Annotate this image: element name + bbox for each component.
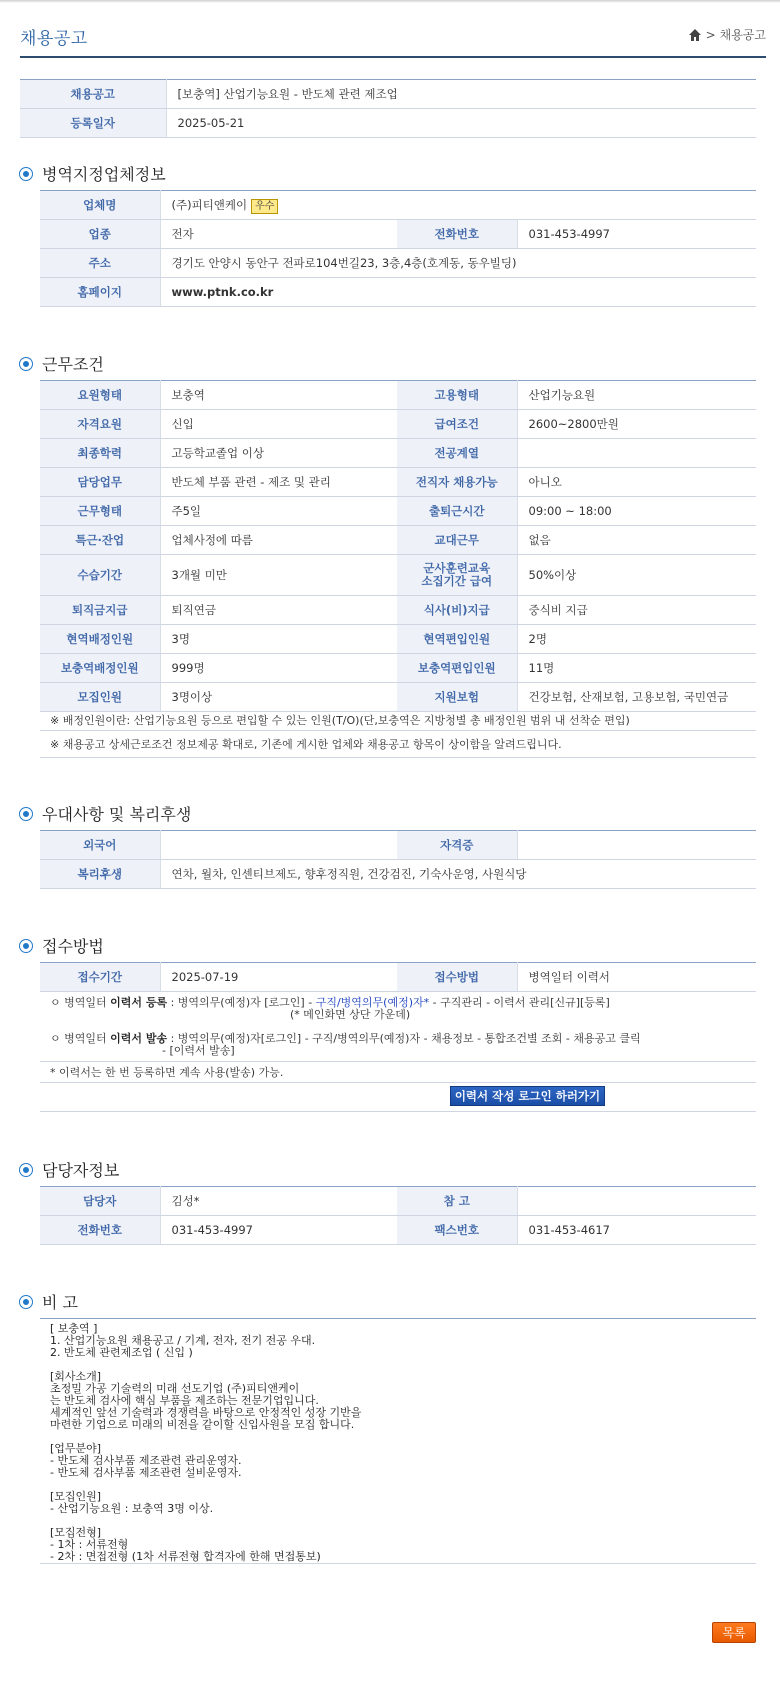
table-row — [40, 278, 756, 307]
condition-value: 없음 — [517, 526, 756, 555]
condition-value: 09:00 ~ 18:00 — [517, 497, 756, 526]
section-title-remarks — [20, 1290, 78, 1313]
table-row — [40, 410, 756, 439]
home-icon[interactable] — [688, 28, 702, 42]
table-row — [20, 109, 756, 138]
condition-label: 자격요원 — [40, 410, 160, 439]
excellence-badge: 우수 — [251, 199, 278, 214]
condition-value: 중식비 지급 — [517, 596, 756, 625]
summary-value: [보충역] 산업기능요원 - 반도체 관련 제조업 — [166, 80, 756, 109]
certificate-label: 자격증 — [397, 831, 517, 860]
fax-value: 031-453-4617 — [517, 1216, 756, 1245]
industry-label: 업종 — [40, 220, 160, 249]
company-name-label: 업체명 — [40, 191, 160, 220]
condition-value: 3명이상 — [160, 683, 397, 712]
resume-note: * 이력서는 한 번 등록하면 계속 사용(발송) 가능. — [40, 1061, 756, 1083]
table-row — [40, 439, 756, 468]
homepage-label: 홈페이지 — [40, 278, 160, 307]
register-sub: (* 메인화면 상단 가운데) — [290, 1008, 411, 1021]
condition-value: 고등학교졸업 이상 — [160, 439, 397, 468]
table-row — [40, 526, 756, 555]
condition-label: 전직자 채용가능 — [397, 468, 517, 497]
table-row — [40, 497, 756, 526]
welfare-value: 연차, 월차, 인센티브제도, 향후정직원, 건강검진, 기숙사운영, 사원식당 — [160, 860, 756, 889]
period-label: 접수기간 — [40, 963, 160, 992]
person-value: 김성* — [160, 1187, 397, 1216]
top-shadow — [0, 0, 780, 3]
bullet-icon — [20, 168, 32, 180]
bullet-icon — [20, 808, 32, 820]
condition-value: 산업기능요원 — [517, 381, 756, 410]
section-title-text: 접수방법 — [42, 937, 104, 956]
condition-label: 지원보험 — [397, 683, 517, 712]
address-label: 주소 — [40, 249, 160, 278]
bullet-icon — [20, 1296, 32, 1308]
period-value: 2025-07-19 — [160, 963, 397, 992]
breadcrumb-separator: > — [705, 27, 716, 42]
condition-value: 3명 — [160, 625, 397, 654]
condition-label: 요원형태 — [40, 381, 160, 410]
register-instruction: ㅇ 병역일터 이력서 등록 : 병역의무(예정)자 [로그인] - 구직/병역의무(예정)자* - 구직관리 - 이력서 관리[신규][등록] — [50, 996, 610, 1009]
table-row — [40, 220, 756, 249]
company-table — [40, 190, 756, 307]
contact-phone-label: 전화번호 — [40, 1216, 160, 1245]
contact-table — [40, 1186, 756, 1245]
section-title-text: 근무조건 — [42, 355, 104, 374]
condition-value: 퇴직연금 — [160, 596, 397, 625]
section-title-company — [20, 162, 166, 185]
condition-value: 2600~2800만원 — [517, 410, 756, 439]
summary-table — [20, 79, 756, 138]
apply-table — [40, 962, 756, 992]
table-row — [40, 468, 756, 497]
send-instruction: ㅇ 병역일터 이력서 발송 : 병역의무(예정)자[로그인] - 구직/병역의무(예정)자 - 채용정보 - 통합조건별 조회 - 채용공고 클릭 — [50, 1032, 641, 1045]
section-title-text: 비 고 — [42, 1293, 78, 1312]
table-row — [40, 625, 756, 654]
condition-label: 수습기간 — [40, 555, 160, 596]
condition-label: 담당업무 — [40, 468, 160, 497]
breadcrumb — [688, 26, 766, 43]
section-title-contact — [20, 1158, 119, 1181]
company-name-cell — [160, 191, 756, 220]
condition-label: 고용형태 — [397, 381, 517, 410]
condition-label: 급여조건 — [397, 410, 517, 439]
condition-value: 2명 — [517, 625, 756, 654]
person-label: 담당자 — [40, 1187, 160, 1216]
condition-value: 아니오 — [517, 468, 756, 497]
table-row — [40, 191, 756, 220]
method-label: 접수방법 — [397, 963, 517, 992]
condition-label: 퇴직금지급 — [40, 596, 160, 625]
table-row — [40, 1216, 756, 1245]
condition-label: 특근·잔업 — [40, 526, 160, 555]
industry-value: 전자 — [160, 220, 397, 249]
table-row — [20, 80, 756, 109]
condition-value: 건강보험, 산재보험, 고용보험, 국민연금 — [517, 683, 756, 712]
bullet-icon — [20, 940, 32, 952]
condition-label: 출퇴근시간 — [397, 497, 517, 526]
condition-label: 현역배정인원 — [40, 625, 160, 654]
condition-label: 군사훈련교육 소집기간 급여 — [397, 555, 517, 596]
section-title-apply — [20, 934, 104, 957]
section-title-benefits — [20, 802, 191, 825]
contact-phone-value: 031-453-4997 — [160, 1216, 397, 1245]
bullet-icon — [20, 358, 32, 370]
section-title-text: 우대사항 및 복리후생 — [42, 805, 192, 824]
info-note: ※ 채용공고 상세근로조건 정보제공 확대로, 기존에 게시한 업체와 채용공고 항목이 상이함을 알려드립니다. — [40, 731, 756, 758]
table-row — [40, 831, 756, 860]
table-row — [40, 1187, 756, 1216]
condition-label: 식사(비)지급 — [397, 596, 517, 625]
condition-value: 999명 — [160, 654, 397, 683]
condition-label: 교대근무 — [397, 526, 517, 555]
breadcrumb-current: 채용공고 — [719, 28, 766, 42]
send-sub: - [이력서 발송] — [162, 1044, 235, 1057]
condition-value: 11명 — [517, 654, 756, 683]
reference-label: 참 고 — [397, 1187, 517, 1216]
condition-value: 업체사정에 따름 — [160, 526, 397, 555]
condition-label: 최종학력 — [40, 439, 160, 468]
section-title-conditions — [20, 352, 104, 375]
job-seeker-link[interactable]: 구직/병역의무(예정)자* — [315, 996, 430, 1009]
condition-value: 50%이상 — [517, 555, 756, 596]
section-title-text: 병역지정업체정보 — [42, 165, 166, 184]
table-row — [40, 963, 756, 992]
language-value — [160, 831, 397, 860]
table-row — [40, 555, 756, 596]
summary-label: 채용공고 — [20, 80, 166, 109]
table-row — [40, 683, 756, 712]
fax-label: 팩스번호 — [397, 1216, 517, 1245]
table-row — [40, 596, 756, 625]
condition-label: 보충역배정인원 — [40, 654, 160, 683]
table-row — [40, 381, 756, 410]
language-label: 외국어 — [40, 831, 160, 860]
condition-label: 전공계열 — [397, 439, 517, 468]
table-row — [40, 654, 756, 683]
condition-label: 보충역편입인원 — [397, 654, 517, 683]
benefits-table — [40, 830, 756, 889]
summary-value: 2025-05-21 — [166, 109, 756, 138]
summary-label: 등록일자 — [20, 109, 166, 138]
address-value: 경기도 안양시 동안구 전파로104번길23, 3층,4층(호계동, 동우빌딩) — [160, 249, 756, 278]
remarks-text: [ 보충역 ] 1. 산업기능요원 채용공고 / 기계, 전자, 전기 전공 우대. 2. 반도체 관련제조업 ( 신입 ) [회사소개] 초정밀 가공 기술력의 미래 선도기업 (주)피티앤케이 는 반도체 검사에 핵심 부품을 제조하는 전문기업입니다. 세계적인 앞선 기술력과 경쟁력을 바탕으로 안정적인 성장 기반을 마련한 기업으로 미래의 비전을 같이할 신입사원을 모집 합니다. [업무분야] - 반도체 검사부품 제조관련 관리운영자. - 반도체 검사부품 제조관련 설비운영자. [모집인원] - 산업기능요원 : 보충역 3명 이상. [모집전형] - 1차 : 서류전형 - 2차 : 면접전형 (1차 서류전형 합격자에 한해 면접통보) — [40, 1318, 756, 1564]
login-button[interactable]: 이력서 작성 로그인 하러가기 — [450, 1086, 605, 1106]
condition-value: 주5일 — [160, 497, 397, 526]
conditions-table — [40, 380, 756, 712]
company-phone-value: 031-453-4997 — [517, 220, 756, 249]
method-value: 병역일터 이력서 — [517, 963, 756, 992]
condition-value: 3개월 미만 — [160, 555, 397, 596]
condition-label: 모집인원 — [40, 683, 160, 712]
condition-label: 근무형태 — [40, 497, 160, 526]
section-title-text: 담당자정보 — [42, 1161, 120, 1180]
reference-value — [517, 1187, 756, 1216]
condition-value: 반도체 부품 관련 - 제조 및 관리 — [160, 468, 397, 497]
list-button[interactable]: 목록 — [712, 1622, 756, 1643]
condition-value: 신입 — [160, 410, 397, 439]
condition-value: 보충역 — [160, 381, 397, 410]
to-note: ※ 배정인원이란: 산업기능요원 등으로 편입할 수 있는 인원(T/O)(단,보충역은 지방청별 총 배정인원 범위 내 선착순 편입) — [40, 709, 756, 731]
welfare-label: 복리후생 — [40, 860, 160, 889]
condition-label: 현역편입인원 — [397, 625, 517, 654]
page-header — [20, 14, 766, 58]
condition-value — [517, 439, 756, 468]
page-title: 채용공고 — [20, 29, 88, 49]
certificate-value — [517, 831, 756, 860]
login-row — [40, 1083, 756, 1112]
company-name: (주)피티앤케이 — [171, 197, 248, 212]
company-phone-label: 전화번호 — [397, 220, 517, 249]
bullet-icon — [20, 1164, 32, 1176]
homepage-link[interactable]: www.ptnk.co.kr — [160, 278, 756, 307]
table-row — [40, 860, 756, 889]
table-row — [40, 249, 756, 278]
